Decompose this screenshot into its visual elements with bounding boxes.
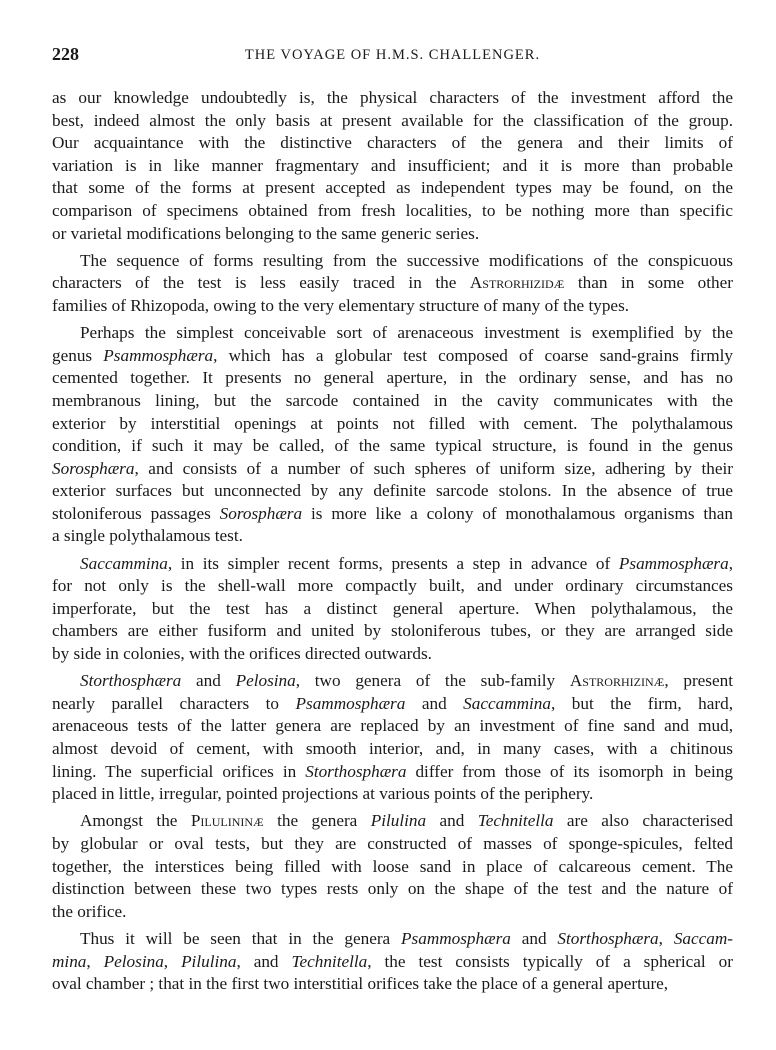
text-run: the genera — [263, 811, 371, 831]
italic-genus-name: Psammosphæra — [103, 345, 214, 365]
text-run: , — [86, 951, 104, 971]
text-run: oval chamber ; that in the first two interstitial orifices take the place of a general aperture, — [52, 974, 669, 994]
paragraph — [52, 87, 733, 245]
italic-genus-name: Technitella — [477, 811, 554, 831]
text-run: , which has a globular test composed of coarse sand-grains firmly — [213, 345, 733, 365]
text-line — [52, 598, 733, 621]
text-line — [52, 856, 733, 879]
text-run: a single polythalamous test. — [52, 526, 243, 546]
text-line — [52, 901, 733, 924]
body-text — [52, 87, 733, 1000]
text-run: , — [163, 951, 182, 971]
paragraph — [52, 322, 733, 548]
text-run: as our knowledge undoubtedly is, the physical characters of the investment afford the — [52, 88, 733, 107]
small-caps-taxon: Pilulininæ — [190, 811, 264, 831]
paragraph — [52, 553, 733, 666]
text-run: and — [181, 671, 236, 691]
text-line — [52, 928, 733, 951]
text-run: characters of the test is less easily traced in the — [52, 273, 470, 293]
text-line — [52, 761, 733, 784]
text-run: that some of the forms at present accepted as independent types may be found, on the — [52, 178, 733, 198]
text-line — [52, 525, 733, 548]
paragraph — [52, 250, 733, 318]
text-line — [52, 200, 733, 223]
text-run: nearly parallel characters to — [52, 693, 296, 713]
text-line — [52, 223, 733, 246]
text-line — [52, 272, 733, 295]
text-line — [52, 110, 733, 133]
text-line — [52, 553, 733, 576]
italic-genus-name: Storthosphæra — [305, 761, 407, 781]
page-header — [52, 44, 733, 68]
text-run: Perhaps the simplest conceivable sort of arenaceous investment is exemplified by the — [80, 323, 733, 343]
paragraph — [52, 928, 733, 996]
small-caps-taxon: Astrorhizinæ — [569, 671, 665, 691]
italic-genus-name: Psammosphæra — [401, 928, 511, 948]
text-run: are also characterised — [553, 811, 733, 831]
text-line — [52, 435, 733, 458]
text-line — [52, 458, 733, 481]
text-run: almost devoid of cement, with smooth interior, and, in many cases, with a chitinous — [52, 739, 733, 758]
text-line — [52, 87, 733, 110]
italic-genus-name: Pilulina — [181, 951, 237, 971]
text-line — [52, 413, 733, 436]
text-run: is more like a colony of monothalamous organisms than — [302, 503, 733, 523]
text-run: , two genera of the sub-family — [295, 671, 570, 691]
text-run: together, the interstices being filled with loose sand in place of calcareous cement. The — [52, 856, 733, 876]
italic-genus-name: Sorosphæra — [52, 458, 135, 478]
text-line — [52, 833, 733, 856]
italic-genus-name: Saccammina — [463, 693, 551, 713]
text-run: chambers are either fusiform and united by stoloniferous tubes, or they are arranged side — [52, 621, 733, 641]
text-line — [52, 670, 733, 693]
text-run: stoloniferous passages — [52, 503, 220, 523]
text-line — [52, 345, 733, 368]
text-line — [52, 250, 733, 273]
text-run: families of Rhizopoda, owing to the very elementary structure of many of the types. — [52, 295, 630, 315]
text-run: by side in colonies, with the orifices directed outwards. — [52, 644, 432, 664]
italic-genus-name: Pelosina — [103, 951, 164, 971]
italic-genus-name: Pilulina — [370, 811, 427, 831]
text-run: arenaceous tests of the latter genera are replaced by an investment of fine sand and mud, — [52, 716, 733, 736]
text-run: , present — [664, 671, 733, 691]
small-caps-taxon: Astrorhizidæ — [469, 273, 565, 293]
paragraph — [52, 670, 733, 806]
text-run: The sequence of forms resulting from the successive modifications of the conspicuous — [80, 250, 733, 270]
text-line — [52, 575, 733, 598]
text-run: distinction between these two types rests only on the shape of the test and the nature of — [52, 879, 733, 899]
text-run: placed in little, irregular, pointed projections at various points of the periphery. — [52, 784, 594, 804]
text-run: , — [658, 928, 674, 948]
text-run: lining. The superficial orifices in — [52, 761, 306, 781]
text-line — [52, 783, 733, 806]
text-line — [52, 480, 733, 503]
text-run: condition, if such it may be called, of the same typical structure, is found in the genus — [52, 436, 733, 456]
text-line — [52, 878, 733, 901]
italic-genus-name: Pelosina — [235, 671, 296, 691]
text-run: by globular or oval tests, but they are constructed of masses of sponge-spicules, felted — [52, 833, 733, 853]
italic-genus-name: Saccam- — [673, 928, 733, 948]
text-run: , and consists of a number of such spheres of uniform size, adhering by their — [134, 458, 733, 478]
text-run: , in its simpler recent forms, presents a step in advance of — [167, 553, 619, 573]
text-run: than in some other — [564, 273, 733, 293]
text-run: , and — [236, 951, 292, 971]
text-line — [52, 177, 733, 200]
text-line — [52, 367, 733, 390]
text-run: Thus it will be seen that in the genera — [80, 928, 402, 948]
text-line — [52, 643, 733, 666]
text-run: variation is in like manner fragmentary and insufficient; and it is more than probable — [52, 155, 733, 175]
page-number: 228 — [52, 44, 79, 64]
text-run: membranous lining, but the sarcode contained in the cavity communicates with the — [52, 390, 733, 410]
italic-genus-name: Saccammina — [80, 553, 168, 573]
text-run: best, indeed almost the only basis at present available for the classification of the group. — [52, 110, 733, 130]
text-run: or varietal modifications belonging to the same generic series. — [52, 223, 480, 243]
text-run: and — [405, 693, 464, 713]
text-run: the orifice. — [52, 901, 127, 921]
text-line — [52, 503, 733, 526]
text-run: imperforate, but the test has a distinct general aperture. When polythalamous, the — [52, 598, 733, 618]
text-line — [52, 295, 733, 318]
italic-genus-name: Technitella — [291, 951, 368, 971]
text-line — [52, 693, 733, 716]
text-run: cemented together. It presents no general aperture, in the ordinary sense, and has no — [52, 368, 733, 388]
italic-genus-name: Psammosphæra — [618, 553, 729, 573]
text-run: for not only is the shell-wall more compactly built, and under ordinary circumstances — [52, 576, 733, 596]
italic-genus-name: Storthosphæra — [80, 671, 182, 691]
text-run: exterior surfaces but unconnected by any definite sarcode stolons. In the absence of true — [52, 481, 733, 501]
text-line — [52, 973, 733, 996]
italic-genus-name: Storthosphæra — [557, 928, 659, 948]
text-line — [52, 951, 733, 974]
running-title: THE VOYAGE OF H.M.S. CHALLENGER. — [244, 47, 541, 63]
italic-genus-name: Psammosphæra — [295, 693, 406, 713]
text-run: differ from those of its isomorph in being — [406, 761, 733, 781]
text-line — [52, 620, 733, 643]
text-line — [52, 810, 733, 833]
text-run: , — [728, 553, 733, 573]
text-line — [52, 738, 733, 761]
text-line — [52, 132, 733, 155]
paragraph — [52, 810, 733, 923]
text-run: comparison of specimens obtained from fresh localities, to be nothing more than specific — [52, 200, 733, 220]
text-run: exterior by interstitial openings at points not filled with cement. The polythalamous — [52, 413, 733, 433]
text-run: Amongst the — [80, 811, 191, 831]
italic-genus-name: Sorosphæra — [219, 503, 303, 523]
text-run: and — [426, 811, 478, 831]
text-line — [52, 390, 733, 413]
text-run: and — [510, 928, 558, 948]
text-run: , but the firm, hard, — [551, 693, 733, 713]
text-line — [52, 322, 733, 345]
text-run: , the test consists typically of a spherical or — [367, 951, 733, 971]
text-line — [52, 715, 733, 738]
italic-genus-name: mina — [52, 951, 87, 971]
text-run: genus — [52, 345, 104, 365]
text-line — [52, 155, 733, 178]
text-run: Our acquaintance with the distinctive characters of the genera and their limits of — [52, 133, 733, 153]
